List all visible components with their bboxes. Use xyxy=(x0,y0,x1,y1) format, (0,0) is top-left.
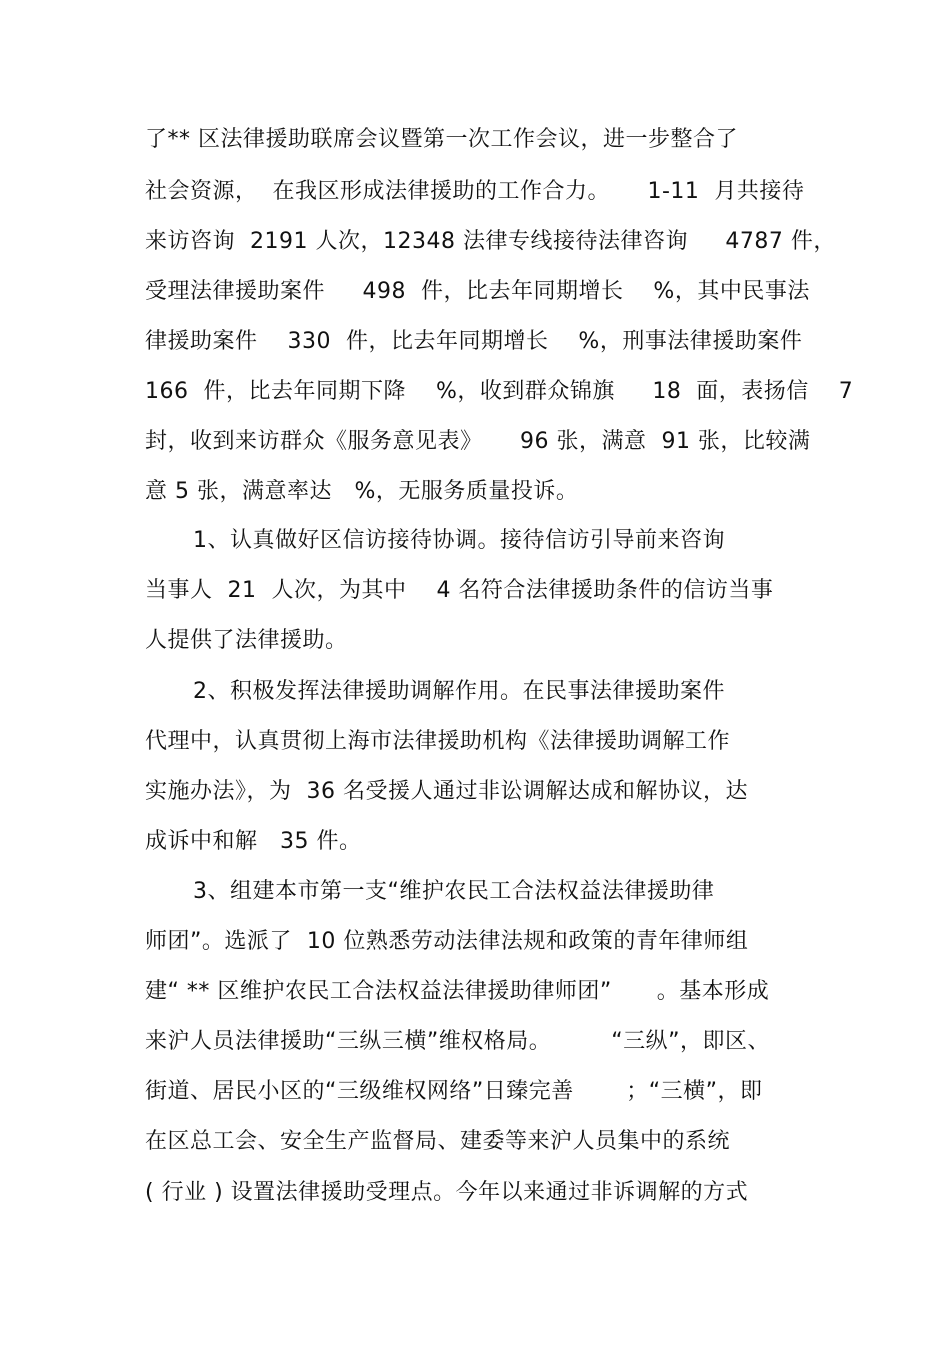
text-line-6: 166 件，比去年同期下降 %，收到群众锦旗 18 面，表扬信 7 xyxy=(145,379,854,404)
text-line-14: 实施办法》，为 36 名受援人通过非讼调解达成和解协议，达 xyxy=(145,779,748,804)
text-line-18: 建“ ** 区维护农民工合法权益法律援助律师团” 。基本形成 xyxy=(145,979,770,1004)
text-line-17: 师团”。选派了 10 位熟悉劳动法律法规和政策的青年律师组 xyxy=(145,929,749,954)
text-line-8: 意 5 张，满意率达 %，无服务质量投诉。 xyxy=(145,479,579,504)
text-line-12: 2、积极发挥法律援助调解作用。在民事法律援助案件 xyxy=(193,679,725,704)
text-line-13: 代理中，认真贯彻上海市法律援助机构《法律援助调解工作 xyxy=(145,729,731,754)
text-line-3: 来访咨询 2191 人次，12348 法律专线接待法律咨询 4787 件， xyxy=(145,229,836,254)
text-line-22: ( 行业 ) 设置法律援助受理点。今年以来通过非诉调解的方式 xyxy=(145,1180,749,1205)
text-line-15: 成诉中和解 35 件。 xyxy=(145,829,362,854)
text-line-4: 受理法律援助案件 498 件，比去年同期增长 %，其中民事法 xyxy=(145,279,810,304)
text-line-20: 街道、居民小区的“三级维权网络”日臻完善 ；“三横”，即 xyxy=(145,1079,763,1104)
text-line-11: 人提供了法律援助。 xyxy=(145,628,348,653)
text-line-10: 当事人 21 人次，为其中 4 名符合法律援助条件的信访当事 xyxy=(145,578,774,603)
text-line-5: 律援助案件 330 件，比去年同期增长 %，刑事法律援助案件 xyxy=(145,329,803,354)
text-line-7: 封，收到来访群众《服务意见表》 96 张，满意 91 张，比较满 xyxy=(145,429,811,454)
text-line-9: 1、认真做好区信访接待协调。接待信访引导前来咨询 xyxy=(193,528,725,553)
text-line-21: 在区总工会、安全生产监督局、建委等来沪人员集中的系统 xyxy=(145,1129,731,1154)
text-line-19: 来沪人员法律援助“三纵三横”维权格局。 “三纵”，即区、 xyxy=(145,1029,771,1054)
text-line-16: 3、组建本市第一支“维护农民工合法权益法律援助律 xyxy=(193,879,715,904)
text-line-2: 社会资源， 在我区形成法律援助的工作合力。 1-11 月共接待 xyxy=(145,179,805,204)
text-line-1: 了** 区法律援助联席会议暨第一次工作会议，进一步整合了 xyxy=(145,127,738,152)
